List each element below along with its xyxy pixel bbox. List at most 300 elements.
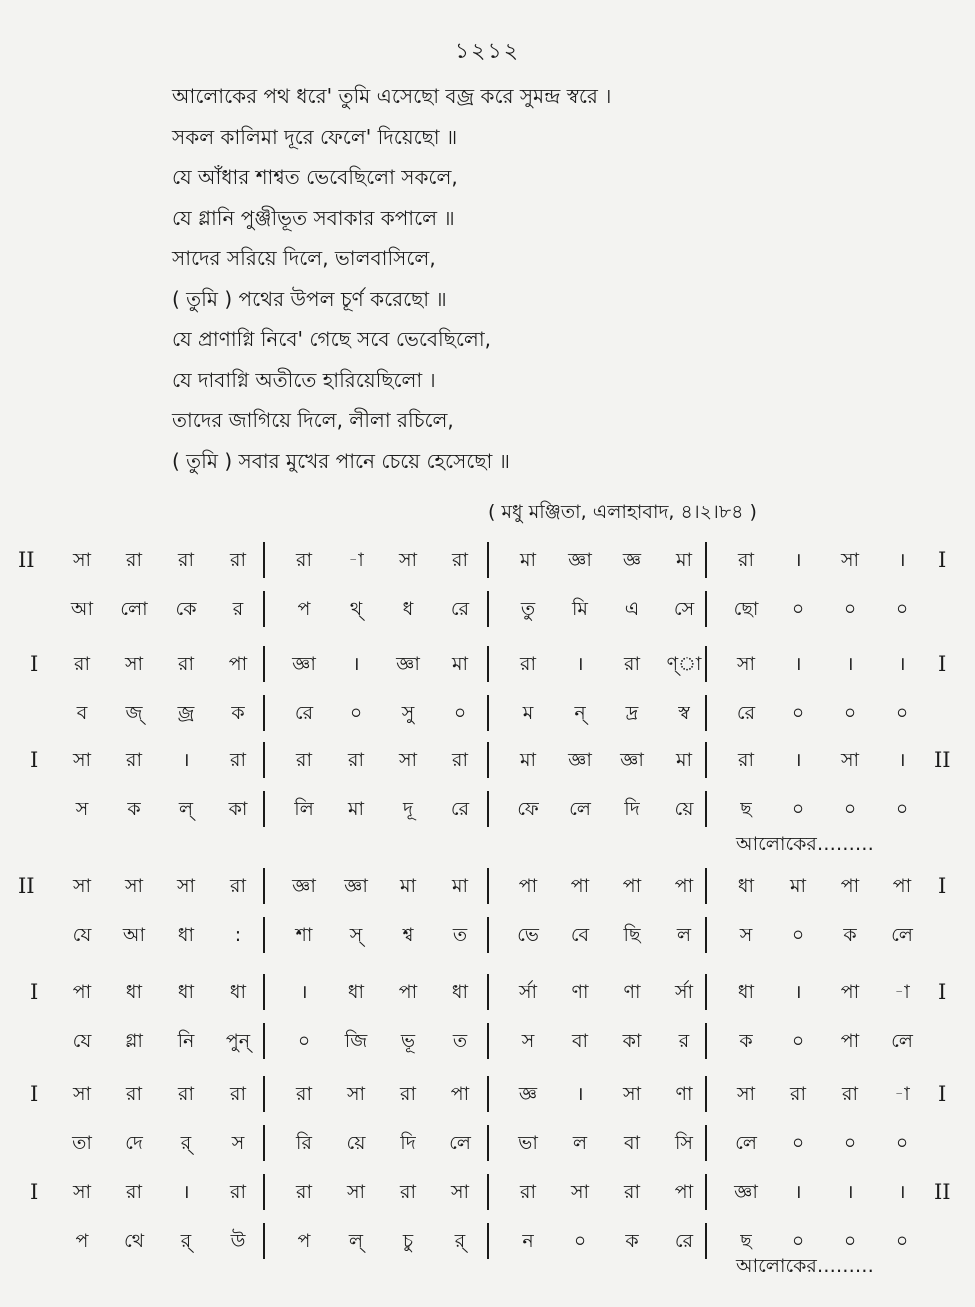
bani-syllable: রে [450, 598, 470, 620]
barline [263, 791, 265, 827]
bani-syllable: রে [450, 798, 470, 820]
swar-note: সা [450, 1181, 470, 1203]
bani-syllable: ০ [895, 798, 909, 820]
swar-note: রা [842, 1083, 858, 1105]
bani-syllable: : [234, 924, 242, 946]
swar-row [0, 1070, 975, 1119]
bani-syllable: ০ [791, 1030, 805, 1052]
end-bar-mark: II [934, 1180, 951, 1204]
bani-syllable: য়ে [674, 798, 694, 820]
barline [705, 868, 707, 904]
bani-syllable: প [297, 1230, 311, 1252]
bani-syllable: সু [401, 702, 415, 724]
bani-syllable: ভূ [400, 1030, 416, 1052]
lyric-line: যে দাবাগ্নি অতীতে হারিয়েছিলো । [172, 367, 436, 392]
barline [263, 1223, 265, 1259]
swar-note: র্সা [674, 981, 694, 1003]
bani-syllable: র [232, 598, 244, 620]
swar-note: সা [398, 749, 418, 771]
bani-syllable: ০ [843, 598, 857, 620]
bani-syllable: ক [625, 1230, 639, 1252]
bani-syllable: ০ [791, 598, 805, 620]
bani-syllable: ০ [895, 1132, 909, 1154]
swar-note: রা [348, 749, 364, 771]
swar-note: রা [230, 749, 246, 771]
barline [487, 646, 489, 682]
swar-note: । [576, 653, 584, 675]
swar-note: পা [518, 875, 538, 897]
bani-syllable: লে [449, 1132, 471, 1154]
swar-note: রা [126, 1083, 142, 1105]
start-bar-mark: I [30, 748, 39, 772]
swar-note: -া [894, 1083, 910, 1105]
swar-note: রা [126, 749, 142, 771]
swar-note: রা [230, 1083, 246, 1105]
barline [705, 646, 707, 682]
swar-note: -া [894, 981, 910, 1003]
bani-syllable: ক [127, 798, 141, 820]
barline [263, 542, 265, 578]
swar-note: পা [72, 981, 92, 1003]
start-bar-mark: II [18, 874, 35, 898]
bani-syllable: দি [400, 1132, 416, 1154]
bani-syllable: নি [177, 1030, 195, 1052]
swar-note: ণা [571, 981, 589, 1003]
bani-row [0, 911, 975, 960]
swar-note: জ্ঞা [620, 749, 644, 771]
bani-syllable: দ্র [625, 702, 639, 724]
bani-syllable: ক [739, 1030, 753, 1052]
bani-syllable: ০ [843, 702, 857, 724]
swar-note: পা [674, 1181, 694, 1203]
barline [487, 742, 489, 778]
swar-note: রা [230, 1181, 246, 1203]
bani-syllable: ল [676, 924, 692, 946]
swar-note: । [352, 653, 360, 675]
notation-system [0, 1070, 975, 1168]
bani-syllable: গ্লা [125, 1030, 143, 1052]
swar-note: । [898, 1181, 906, 1203]
swar-note: । [182, 1181, 190, 1203]
barline [487, 1223, 489, 1259]
swar-note: সা [124, 875, 144, 897]
swar-note: রা [452, 749, 468, 771]
swar-note: সা [840, 749, 860, 771]
bani-syllable: লে [569, 798, 591, 820]
bani-syllable: লে [735, 1132, 757, 1154]
notation-system [0, 968, 975, 1066]
swar-note: ধা [125, 981, 143, 1003]
swar-note: সা [72, 549, 92, 571]
swar-note: ধা [229, 981, 247, 1003]
end-bar-mark: I [938, 874, 947, 898]
swar-note: রা [230, 549, 246, 571]
swar-note: মা [451, 653, 469, 675]
bani-syllable: রি [296, 1132, 312, 1154]
bani-syllable: জ্ [125, 702, 143, 724]
bani-syllable: চু [402, 1230, 414, 1252]
bani-row [0, 1017, 975, 1066]
swar-note: জ্ঞ [622, 549, 642, 571]
swar-note: মা [519, 549, 537, 571]
swar-note: রা [74, 653, 90, 675]
bani-syllable: দি [624, 798, 640, 820]
bani-syllable: ০ [843, 1132, 857, 1154]
swar-note: । [846, 653, 854, 675]
bani-syllable: মি [572, 598, 588, 620]
swar-note: পা [622, 875, 642, 897]
barline [705, 1023, 707, 1059]
swar-note: মা [675, 749, 693, 771]
swar-note: পা [892, 875, 912, 897]
swar-note: সা [570, 1181, 590, 1203]
bani-syllable: ০ [791, 702, 805, 724]
swar-note: । [182, 749, 190, 771]
bani-syllable: ০ [453, 702, 467, 724]
bani-syllable: ০ [895, 1230, 909, 1252]
bani-syllable: লো [120, 598, 148, 620]
start-bar-mark: I [30, 652, 39, 676]
swar-note: সা [72, 1083, 92, 1105]
swar-note: ণা [675, 1083, 693, 1105]
barline [263, 917, 265, 953]
swar-row [0, 736, 975, 785]
bani-syllable: বা [623, 1132, 641, 1154]
bani-syllable: তু [520, 598, 536, 620]
swar-note: । [898, 549, 906, 571]
swar-note: জ্ঞা [292, 875, 316, 897]
refrain-label: আলোকের……… [736, 1255, 874, 1277]
bani-syllable: আ [70, 598, 94, 620]
bani-syllable: ০ [843, 1230, 857, 1252]
swar-note: । [794, 549, 802, 571]
end-bar-mark: I [938, 548, 947, 572]
swar-note: মা [451, 875, 469, 897]
page-number: ১২১২ [454, 39, 521, 64]
notation-system [0, 536, 975, 634]
swar-note: জ্ঞ [518, 1083, 538, 1105]
start-bar-mark: I [30, 1082, 39, 1106]
barline [487, 1023, 489, 1059]
swar-note: রা [624, 653, 640, 675]
bani-syllable: জ্র [177, 702, 195, 724]
bani-syllable: র [678, 1030, 690, 1052]
barline [487, 868, 489, 904]
barline [705, 917, 707, 953]
bani-syllable: ত [452, 1030, 468, 1052]
barline [705, 542, 707, 578]
bani-syllable: আ [122, 924, 146, 946]
swar-note: ণা [623, 981, 641, 1003]
swar-note: জ্ঞা [292, 653, 316, 675]
swar-note: রা [790, 1083, 806, 1105]
bani-syllable: ০ [573, 1230, 587, 1252]
swar-note: সা [346, 1181, 366, 1203]
bani-row [0, 1119, 975, 1168]
bani-syllable: প [75, 1230, 89, 1252]
bani-syllable: ত [452, 924, 468, 946]
barline [263, 591, 265, 627]
swar-note: । [846, 1181, 854, 1203]
lyric-line: ( তুমি ) পথের উপল চূর্ণ করেছো ॥ [172, 286, 447, 311]
bani-syllable: ভে [517, 924, 539, 946]
barline [263, 695, 265, 731]
swar-note: রা [178, 653, 194, 675]
bani-syllable: ০ [791, 798, 805, 820]
swar-note: -া [348, 549, 364, 571]
bani-syllable: র্ [454, 1230, 466, 1252]
barline [487, 591, 489, 627]
swar-note: সা [736, 1083, 756, 1105]
bani-syllable: য়ে [346, 1132, 366, 1154]
barline [487, 1125, 489, 1161]
swar-note: জ্ঞা [734, 1181, 758, 1203]
bani-syllable: উ [230, 1230, 246, 1252]
bani-syllable: থ্ [349, 598, 363, 620]
barline [263, 868, 265, 904]
bani-syllable: বা [571, 1030, 589, 1052]
bani-syllable: ন্ [574, 702, 586, 724]
swar-row [0, 536, 975, 585]
swar-note: সা [72, 1181, 92, 1203]
barline [487, 917, 489, 953]
bani-syllable: লে [891, 1030, 913, 1052]
bani-syllable: ল্ [178, 798, 194, 820]
bani-syllable: লে [891, 924, 913, 946]
swar-row [0, 862, 975, 911]
end-bar-mark: I [938, 1082, 947, 1106]
swar-note: । [576, 1083, 584, 1105]
bani-syllable: স [521, 1030, 535, 1052]
bani-syllable: দে [125, 1132, 143, 1154]
swar-row [0, 640, 975, 689]
barline [705, 1076, 707, 1112]
swar-note: জ্ঞা [396, 653, 420, 675]
bani-syllable: স্ব [678, 702, 690, 724]
barline [487, 542, 489, 578]
bani-syllable: ফে [517, 798, 539, 820]
swar-note: র্সা [518, 981, 538, 1003]
swar-note: মা [519, 749, 537, 771]
bani-syllable: দূ [403, 798, 413, 820]
lyric-line: ( তুমি ) সবার মুখের পানে চেয়ে হেসেছো ॥ [172, 448, 510, 473]
swar-note: রা [738, 549, 754, 571]
lyric-line: সাদের সরিয়ে দিলে, ভালবাসিলে, [172, 246, 436, 270]
swar-note: সা [72, 875, 92, 897]
bani-syllable: ছো [733, 598, 759, 620]
bani-syllable: শ্ব [402, 924, 414, 946]
bani-syllable: শা [295, 924, 313, 946]
swar-note: মা [675, 549, 693, 571]
barline [487, 1174, 489, 1210]
swar-note: পা [398, 981, 418, 1003]
end-bar-mark: II [934, 748, 951, 772]
start-bar-mark: I [30, 980, 39, 1004]
swar-note: রা [178, 1083, 194, 1105]
bani-syllable: ০ [791, 1132, 805, 1154]
bani-syllable: থে [123, 1230, 144, 1252]
swar-note: । [794, 749, 802, 771]
bani-syllable: ন [522, 1230, 534, 1252]
swar-note: সা [736, 653, 756, 675]
swar-note: সা [346, 1083, 366, 1105]
bani-syllable: পুন্ [225, 1030, 251, 1052]
bani-syllable: ছ [740, 798, 752, 820]
swar-note: সা [622, 1083, 642, 1105]
swar-note: । [898, 749, 906, 771]
swar-note: রা [520, 653, 536, 675]
swar-note: জ্ঞা [568, 549, 592, 571]
bani-syllable: ছ [740, 1230, 752, 1252]
bani-syllable: ল [572, 1132, 588, 1154]
bani-row [0, 689, 975, 738]
swar-note: রা [738, 749, 754, 771]
swar-row [0, 968, 975, 1017]
bani-syllable: স [739, 924, 753, 946]
bani-syllable: ০ [843, 798, 857, 820]
bani-syllable: রে [294, 702, 314, 724]
swar-note: রা [296, 1181, 312, 1203]
swar-note: । [794, 981, 802, 1003]
bani-syllable: ক [843, 924, 857, 946]
barline [705, 1125, 707, 1161]
swar-note: রা [178, 549, 194, 571]
bani-syllable: র্ [180, 1132, 192, 1154]
swar-note: ধা [177, 981, 195, 1003]
swar-note: । [794, 653, 802, 675]
lyrics-block [172, 82, 892, 487]
barline [487, 791, 489, 827]
bani-syllable: রে [674, 1230, 694, 1252]
swar-note: ধা [737, 875, 755, 897]
bani-syllable: ০ [297, 1030, 311, 1052]
barline [263, 1076, 265, 1112]
swar-note: রা [126, 549, 142, 571]
notation-system [0, 736, 975, 834]
bani-syllable: প [297, 598, 311, 620]
bani-syllable: যে [72, 924, 92, 946]
bani-syllable: সে [673, 598, 695, 620]
lyric-line: সকল কালিমা দূরে ফেলে' দিয়েছো ॥ [172, 124, 458, 149]
swar-note: সা [398, 549, 418, 571]
bani-syllable: ল্ [348, 1230, 364, 1252]
swar-note: । [794, 1181, 802, 1203]
bani-syllable: ধা [177, 924, 195, 946]
swar-note: রা [624, 1181, 640, 1203]
swar-note: রা [400, 1181, 416, 1203]
barline [705, 695, 707, 731]
bani-syllable: কা [228, 798, 248, 820]
barline [263, 1174, 265, 1210]
barline [263, 974, 265, 1010]
swar-note: পা [228, 653, 248, 675]
swar-note: সা [124, 653, 144, 675]
swar-row [0, 1168, 975, 1217]
end-bar-mark: I [938, 980, 947, 1004]
bani-syllable: ভা [518, 1132, 538, 1154]
barline [705, 591, 707, 627]
bani-syllable: এ [624, 598, 640, 620]
swar-note: জ্ঞা [568, 749, 592, 771]
swar-note: । [898, 653, 906, 675]
notation-system [0, 862, 975, 960]
bani-syllable: ০ [791, 1230, 805, 1252]
bani-row [0, 585, 975, 634]
lyric-line: যে আঁধার শাশ্বত ভেবেছিলো সকলে, [172, 165, 458, 189]
lyric-line: তাদের জাগিয়ে দিলে, লীলা রচিলে, [172, 408, 454, 432]
swar-note: মা [399, 875, 417, 897]
swar-note: রা [296, 749, 312, 771]
swar-note: পা [674, 875, 694, 897]
swar-note: সা [176, 875, 196, 897]
bani-syllable: ম [522, 702, 534, 724]
bani-syllable: ক [231, 702, 245, 724]
bani-syllable: ছি [623, 924, 641, 946]
bani-syllable: ০ [349, 702, 363, 724]
swar-note: জ্ঞা [344, 875, 368, 897]
lyric-line: আলোকের পথ ধরে' তুমি এসেছো বজ্র করে সুমন্দ্র স্বরে । [172, 84, 612, 108]
bani-syllable: ০ [895, 598, 909, 620]
bani-syllable: রে [736, 702, 756, 724]
swar-note: সা [72, 749, 92, 771]
barline [263, 742, 265, 778]
bani-syllable: র্ [180, 1230, 192, 1252]
swar-note: পা [840, 875, 860, 897]
notation-system [0, 640, 975, 738]
bani-syllable: কে [175, 598, 197, 620]
swar-note: রা [400, 1083, 416, 1105]
barline [705, 974, 707, 1010]
barline [487, 1076, 489, 1112]
swar-note: ধা [737, 981, 755, 1003]
swar-note: রা [230, 875, 246, 897]
bani-row [0, 785, 975, 834]
lyric-line: যে গ্লানি পুঞ্জীভূত সবাকার কপালে ॥ [172, 205, 455, 230]
bani-syllable: পা [840, 1030, 860, 1052]
bani-syllable: সি [675, 1132, 693, 1154]
swar-note: রা [296, 549, 312, 571]
bani-syllable: ধ [402, 598, 414, 620]
barline [263, 1125, 265, 1161]
bani-syllable: জি [344, 1030, 368, 1052]
barline [705, 791, 707, 827]
bani-syllable: স [231, 1132, 245, 1154]
swar-note: ধা [347, 981, 365, 1003]
attribution: ( মধু মঞ্জিতা, এলাহাবাদ, ৪।২।৮৪ ) [488, 501, 757, 523]
barline [263, 646, 265, 682]
barline [705, 742, 707, 778]
bani-syllable: মা [347, 798, 365, 820]
lyric-line: যে প্রাণাগ্নি নিবে' গেছে সবে ভেবেছিলো, [172, 327, 491, 351]
swar-note: সা [840, 549, 860, 571]
swar-note: রা [126, 1181, 142, 1203]
end-bar-mark: I [938, 652, 947, 676]
swar-note: পা [840, 981, 860, 1003]
bani-syllable: স [75, 798, 89, 820]
swar-note: ধা [451, 981, 469, 1003]
swar-note: রা [520, 1181, 536, 1203]
swar-note: মা [789, 875, 807, 897]
start-bar-mark: I [30, 1180, 39, 1204]
bani-syllable: স্ [349, 924, 363, 946]
start-bar-mark: II [18, 548, 35, 572]
bani-syllable: কা [622, 1030, 642, 1052]
barline [487, 695, 489, 731]
refrain-label: আলোকের……… [736, 833, 874, 855]
swar-note: । [300, 981, 308, 1003]
swar-note: পা [450, 1083, 470, 1105]
swar-note: রা [452, 549, 468, 571]
